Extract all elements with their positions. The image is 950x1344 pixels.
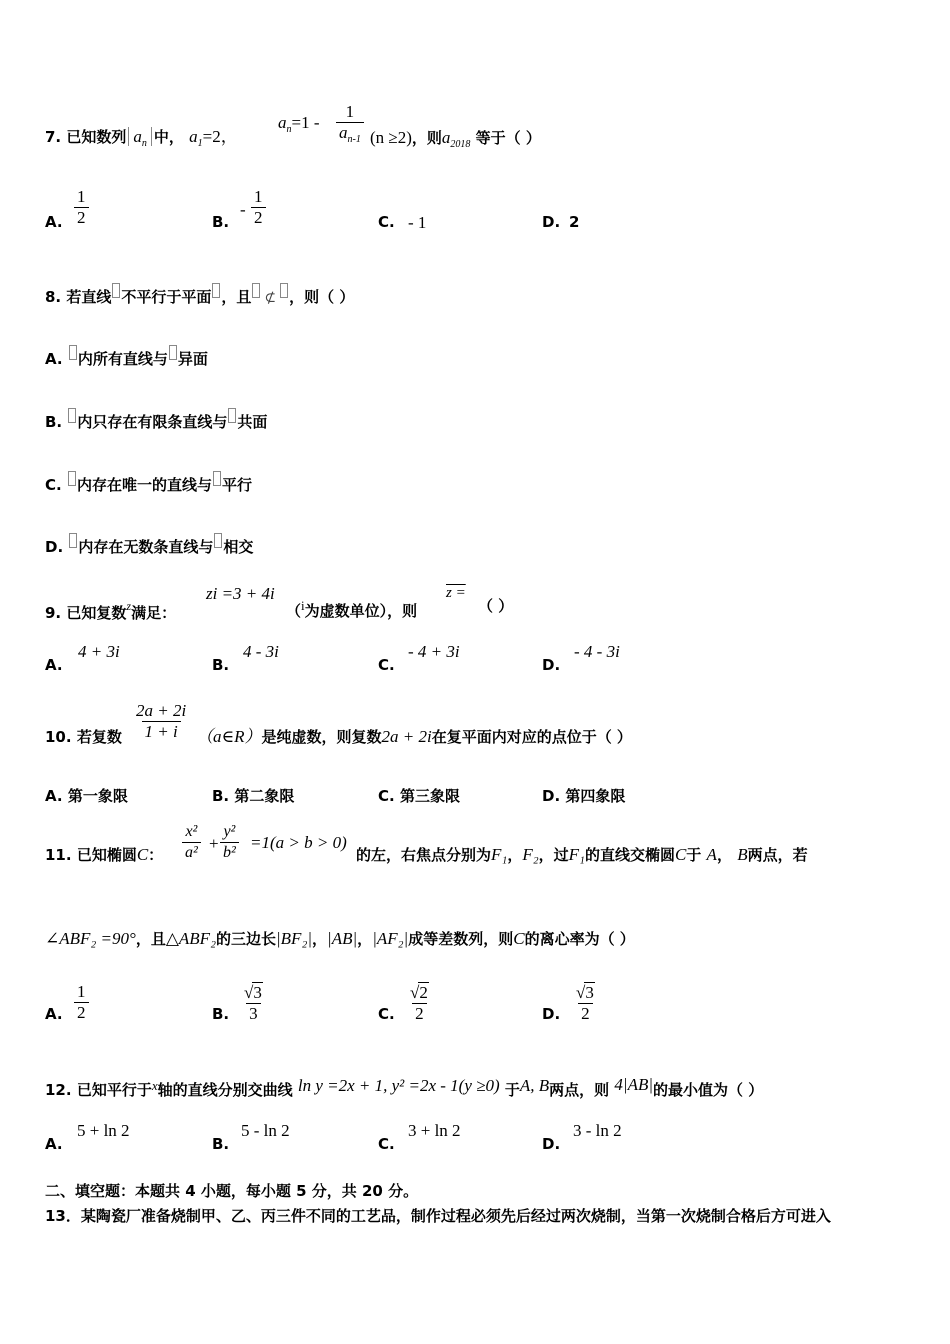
- q11-option-d-value: $\frac{√3}{2}$: [576, 983, 594, 1023]
- q11-frac-x: $\frac{\text{x²}}{\text{a²}}$: [182, 822, 201, 863]
- missing-glyph-icon: [214, 533, 222, 548]
- q8-option-c[interactable]: C. 内存在唯一的直线与 平行: [45, 471, 252, 495]
- q7-option-a-label[interactable]: A.: [45, 213, 63, 231]
- q7-an: $a_n=1$ -: [278, 113, 320, 135]
- q7-option-a-value: $\frac{1}{2}$: [74, 187, 89, 228]
- missing-glyph-icon: [69, 533, 77, 548]
- q11-option-a-value: $\frac{1}{2}$: [74, 982, 89, 1023]
- q10-fraction: $\frac{2a + 2i}{1 + i}$: [136, 701, 187, 741]
- q9-option-a-label[interactable]: A.: [45, 656, 63, 674]
- missing-glyph-icon: [213, 471, 221, 486]
- question-11-stem-a: 11. 已知椭圆C：: [45, 845, 164, 864]
- q9-option-b-value: 4 - 3i: [243, 642, 279, 661]
- q11-option-b-value: $\frac{√3}{3}$: [244, 983, 262, 1023]
- missing-glyph-icon: [280, 283, 288, 298]
- q12-option-b-value: 5 - ln 2: [241, 1121, 290, 1140]
- question-11-stem-c: ∠ABF₂ =90°，且△ABF₂的三边长|BF₂|，|AB|，|AF₂|成等差数列，则C的离心率为（ ）: [45, 929, 635, 948]
- missing-glyph-icon: [112, 283, 120, 298]
- question-9-stem-b: （i为虚数单位），则: [286, 598, 418, 620]
- question-12-stem: 12. 已知平行于x轴的直线分别交曲线 ln y =2x + 1, y² =2x - 1(y ≥0) 于A, B两点，则 4|AB|的最小值为（ ）: [45, 1075, 764, 1099]
- question-11-stem-b: 的左，右焦点分别为F₁，F₂，过F₁的直线交椭圆C于 A， B两点，若: [356, 845, 808, 864]
- q7-option-c-value: - 1: [408, 213, 427, 232]
- q7-tail: (n ≥2)，则$a_{2018}$ 等于（ ）: [370, 128, 541, 150]
- q7-option-d-value: 2: [569, 213, 580, 231]
- missing-glyph-icon: [68, 408, 76, 423]
- question-7-stem: 7. 已知数列 $a_n$ 中， $a_1=2$，: [45, 127, 238, 149]
- q12-option-c-label[interactable]: C.: [378, 1135, 395, 1153]
- missing-glyph-icon: [69, 345, 77, 360]
- q11-option-d-label[interactable]: D.: [542, 1005, 561, 1023]
- q7-option-d-label[interactable]: D.: [542, 213, 561, 231]
- q11-frac-y: $\frac{\text{y²}}{\text{b²}}$: [220, 822, 239, 863]
- q7-option-b-value: $\frac{1}{2}$: [251, 187, 266, 228]
- q7-option-b-label[interactable]: B.: [212, 213, 230, 231]
- q11-option-c-label[interactable]: C.: [378, 1005, 395, 1023]
- q12-option-a-label[interactable]: A.: [45, 1135, 63, 1153]
- q11-plus: +: [209, 834, 219, 853]
- q10-option-d[interactable]: D. 第四象限: [542, 787, 626, 805]
- q10-option-c[interactable]: C. 第三象限: [378, 787, 460, 805]
- q9-option-c-value: - 4 + 3i: [408, 642, 460, 661]
- q8-option-d[interactable]: D. 内存在无数条直线与 相交: [45, 533, 253, 557]
- question-8-stem: 8. 若直线 不平行于平面 ，且 ⊄ ，则（ ）: [45, 283, 354, 309]
- q12-option-d-value: 3 - ln 2: [573, 1121, 622, 1140]
- q10-option-a[interactable]: A. 第一象限: [45, 787, 128, 805]
- q9-paren: （ ）: [478, 597, 514, 615]
- missing-glyph-icon: [169, 345, 177, 360]
- q12-option-a-value: 5 + ln 2: [77, 1121, 130, 1140]
- missing-glyph-icon: [252, 283, 260, 298]
- q11-option-a-label[interactable]: A.: [45, 1005, 63, 1023]
- q12-option-b-label[interactable]: B.: [212, 1135, 230, 1153]
- question-9-stem-a: 9. 已知复数$^z$满足：: [45, 599, 177, 622]
- q12-option-c-value: 3 + ln 2: [408, 1121, 461, 1140]
- q9-option-a-value: 4 + 3i: [78, 642, 120, 661]
- q11-option-c-value: $\frac{√2}{2}$: [410, 983, 428, 1023]
- q8-option-a[interactable]: A. 内所有直线与 异面: [45, 345, 208, 369]
- q9-option-d-value: - 4 - 3i: [574, 642, 620, 661]
- missing-glyph-icon: [68, 471, 76, 486]
- q9-option-b-label[interactable]: B.: [212, 656, 230, 674]
- q8-option-b[interactable]: B. 内只存在有限条直线与 共面: [45, 408, 267, 432]
- question-10-stem-b: （a∈R）是纯虚数，则复数2a + 2i在复平面内对应的点位于（ ）: [196, 727, 632, 746]
- missing-glyph-icon: [228, 408, 236, 423]
- q11-option-b-label[interactable]: B.: [212, 1005, 230, 1023]
- q9-zbar: z =: [446, 585, 466, 601]
- q9-equation: zi =3 + 4i: [206, 584, 275, 603]
- q11-eq-rest: =1(a > b > 0): [250, 833, 347, 852]
- question-10-stem-a: 10. 若复数: [45, 728, 122, 746]
- section-2-heading: 二、填空题：本题共 4 小题，每小题 5 分，共 20 分。: [45, 1182, 419, 1200]
- q12-option-d-label[interactable]: D.: [542, 1135, 561, 1153]
- q9-option-d-label[interactable]: D.: [542, 656, 561, 674]
- q10-option-b[interactable]: B. 第二象限: [212, 787, 295, 805]
- q7-option-c-label[interactable]: C.: [378, 213, 395, 231]
- question-13-text: 13．某陶瓷厂准备烧制甲、乙、丙三件不同的工艺品，制作过程必须先后经过两次烧制，当第一次烧制合格后方可进入: [45, 1207, 831, 1225]
- q9-option-c-label[interactable]: C.: [378, 656, 395, 674]
- missing-glyph-icon: [212, 283, 220, 298]
- q7-option-b-sign: -: [240, 200, 246, 219]
- q7-fraction: $\frac{1}{a_{n-1}}$: [336, 102, 364, 150]
